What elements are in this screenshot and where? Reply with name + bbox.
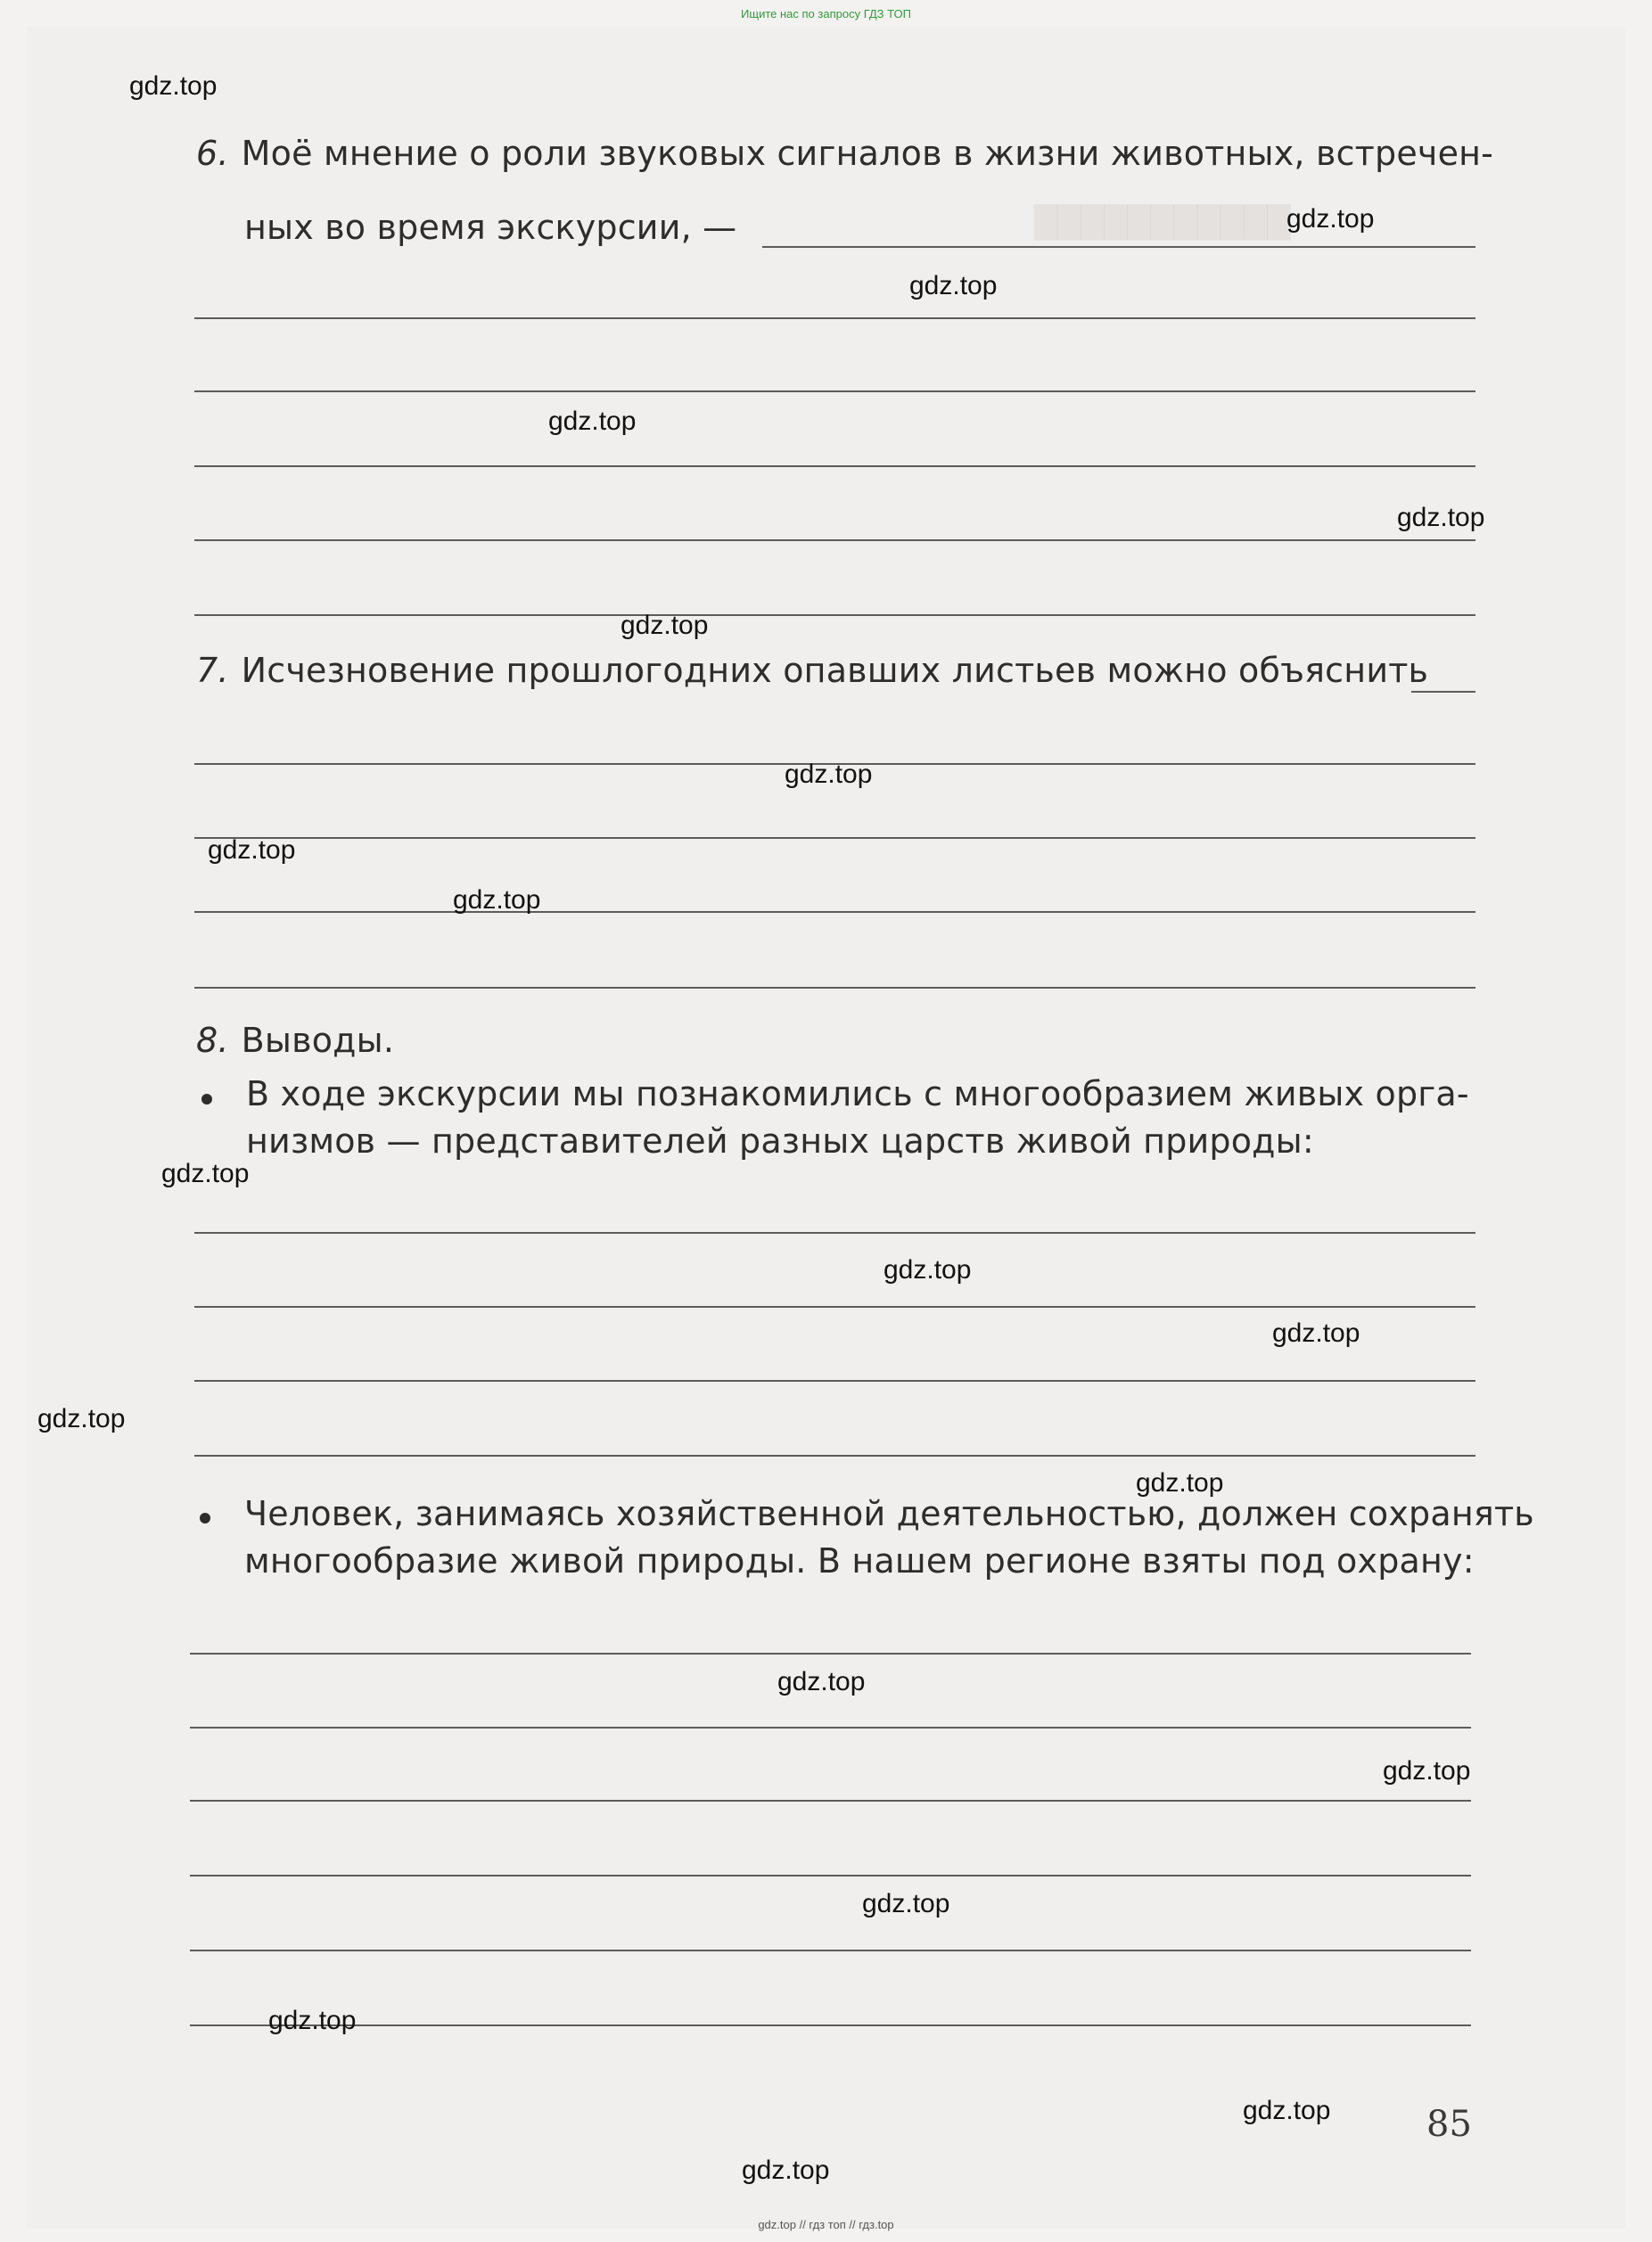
answer-line[interactable] (194, 987, 1475, 989)
answer-line[interactable] (190, 1727, 1471, 1729)
task-8-number: 8. (196, 1021, 229, 1060)
answer-line[interactable] (194, 1380, 1475, 1382)
answer-line[interactable] (190, 1950, 1471, 1951)
task-6-line-1 (196, 134, 1493, 173)
watermark: gdz.top (1286, 204, 1375, 234)
watermark: gdz.top (548, 407, 637, 436)
task-6-line-2: ных во время экскурсии, — (244, 208, 737, 247)
task-6-text-1: Моё мнение о роли звуковых сигналов в жизни животных, встречен- (241, 134, 1494, 173)
watermark: gdz.top (1383, 1756, 1471, 1786)
task-7-line-1 (196, 651, 1428, 690)
answer-line[interactable] (194, 614, 1475, 616)
answer-line[interactable] (190, 2024, 1471, 2026)
watermark: gdz.top (1397, 503, 1485, 532)
watermark: gdz.top (785, 760, 873, 789)
watermark: gdz.top (161, 1159, 250, 1188)
bullet-icon (200, 1513, 210, 1523)
watermark: gdz.top (268, 2006, 357, 2035)
answer-line[interactable] (194, 911, 1475, 913)
task-8-bullet-2-line-2: многообразие живой природы. В нашем регионе взяты под охрану: (244, 1541, 1475, 1581)
answer-line[interactable] (194, 1306, 1475, 1308)
task-8-bullet-2-line-1: Человек, занимаясь хозяйственной деятельностью, должен сохранять (244, 1494, 1534, 1533)
answer-line[interactable] (1411, 691, 1475, 693)
answer-line[interactable] (194, 837, 1475, 839)
watermark: gdz.top (208, 835, 296, 865)
watermark: gdz.top (1272, 1318, 1360, 1348)
watermark: gdz.top (37, 1404, 126, 1433)
answer-line[interactable] (190, 1875, 1471, 1877)
answer-line[interactable] (194, 390, 1475, 392)
watermark: gdz.top (453, 885, 541, 915)
watermark: gdz.top (1243, 2096, 1331, 2125)
answer-line[interactable] (190, 1653, 1471, 1655)
answer-line[interactable] (194, 317, 1475, 319)
answer-line[interactable] (762, 246, 1475, 248)
answer-line[interactable] (194, 465, 1475, 467)
footer-links[interactable]: gdz.top // гдз топ // гдз.top (758, 2218, 894, 2231)
watermark: gdz.top (862, 1889, 950, 1918)
page-number: 85 (1426, 2104, 1472, 2145)
watermark: gdz.top (909, 271, 998, 300)
task-8-bullet-1-line-1: В ходе экскурсии мы познакомились с многообразием живых орга- (246, 1074, 1469, 1113)
task-6-number: 6. (196, 134, 229, 173)
top-banner[interactable]: Ищите нас по запросу ГДЗ ТОП (741, 7, 911, 21)
task-8-bullet-1-line-2: низмов — представителей разных царств живой природы: (246, 1121, 1314, 1161)
watermark: gdz.top (742, 2156, 830, 2185)
task-8-title-line (196, 1021, 394, 1060)
watermark: gdz.top (777, 1667, 866, 1696)
answer-line[interactable] (194, 1455, 1475, 1457)
answer-line[interactable] (194, 1232, 1475, 1234)
watermark: gdz.top (621, 611, 709, 640)
show-through: ███████████ (1034, 205, 1291, 241)
task-7-text-1: Исчезновение прошлогодних опавших листьев можно объяснить (241, 651, 1429, 690)
task-8-title: Выводы. (241, 1021, 395, 1060)
task-7-number: 7. (196, 651, 229, 690)
bullet-icon (201, 1094, 212, 1105)
watermark: gdz.top (1136, 1468, 1224, 1498)
answer-line[interactable] (190, 1800, 1471, 1802)
answer-line[interactable] (194, 539, 1475, 541)
watermark: gdz.top (884, 1255, 972, 1285)
watermark: gdz.top (129, 71, 218, 101)
